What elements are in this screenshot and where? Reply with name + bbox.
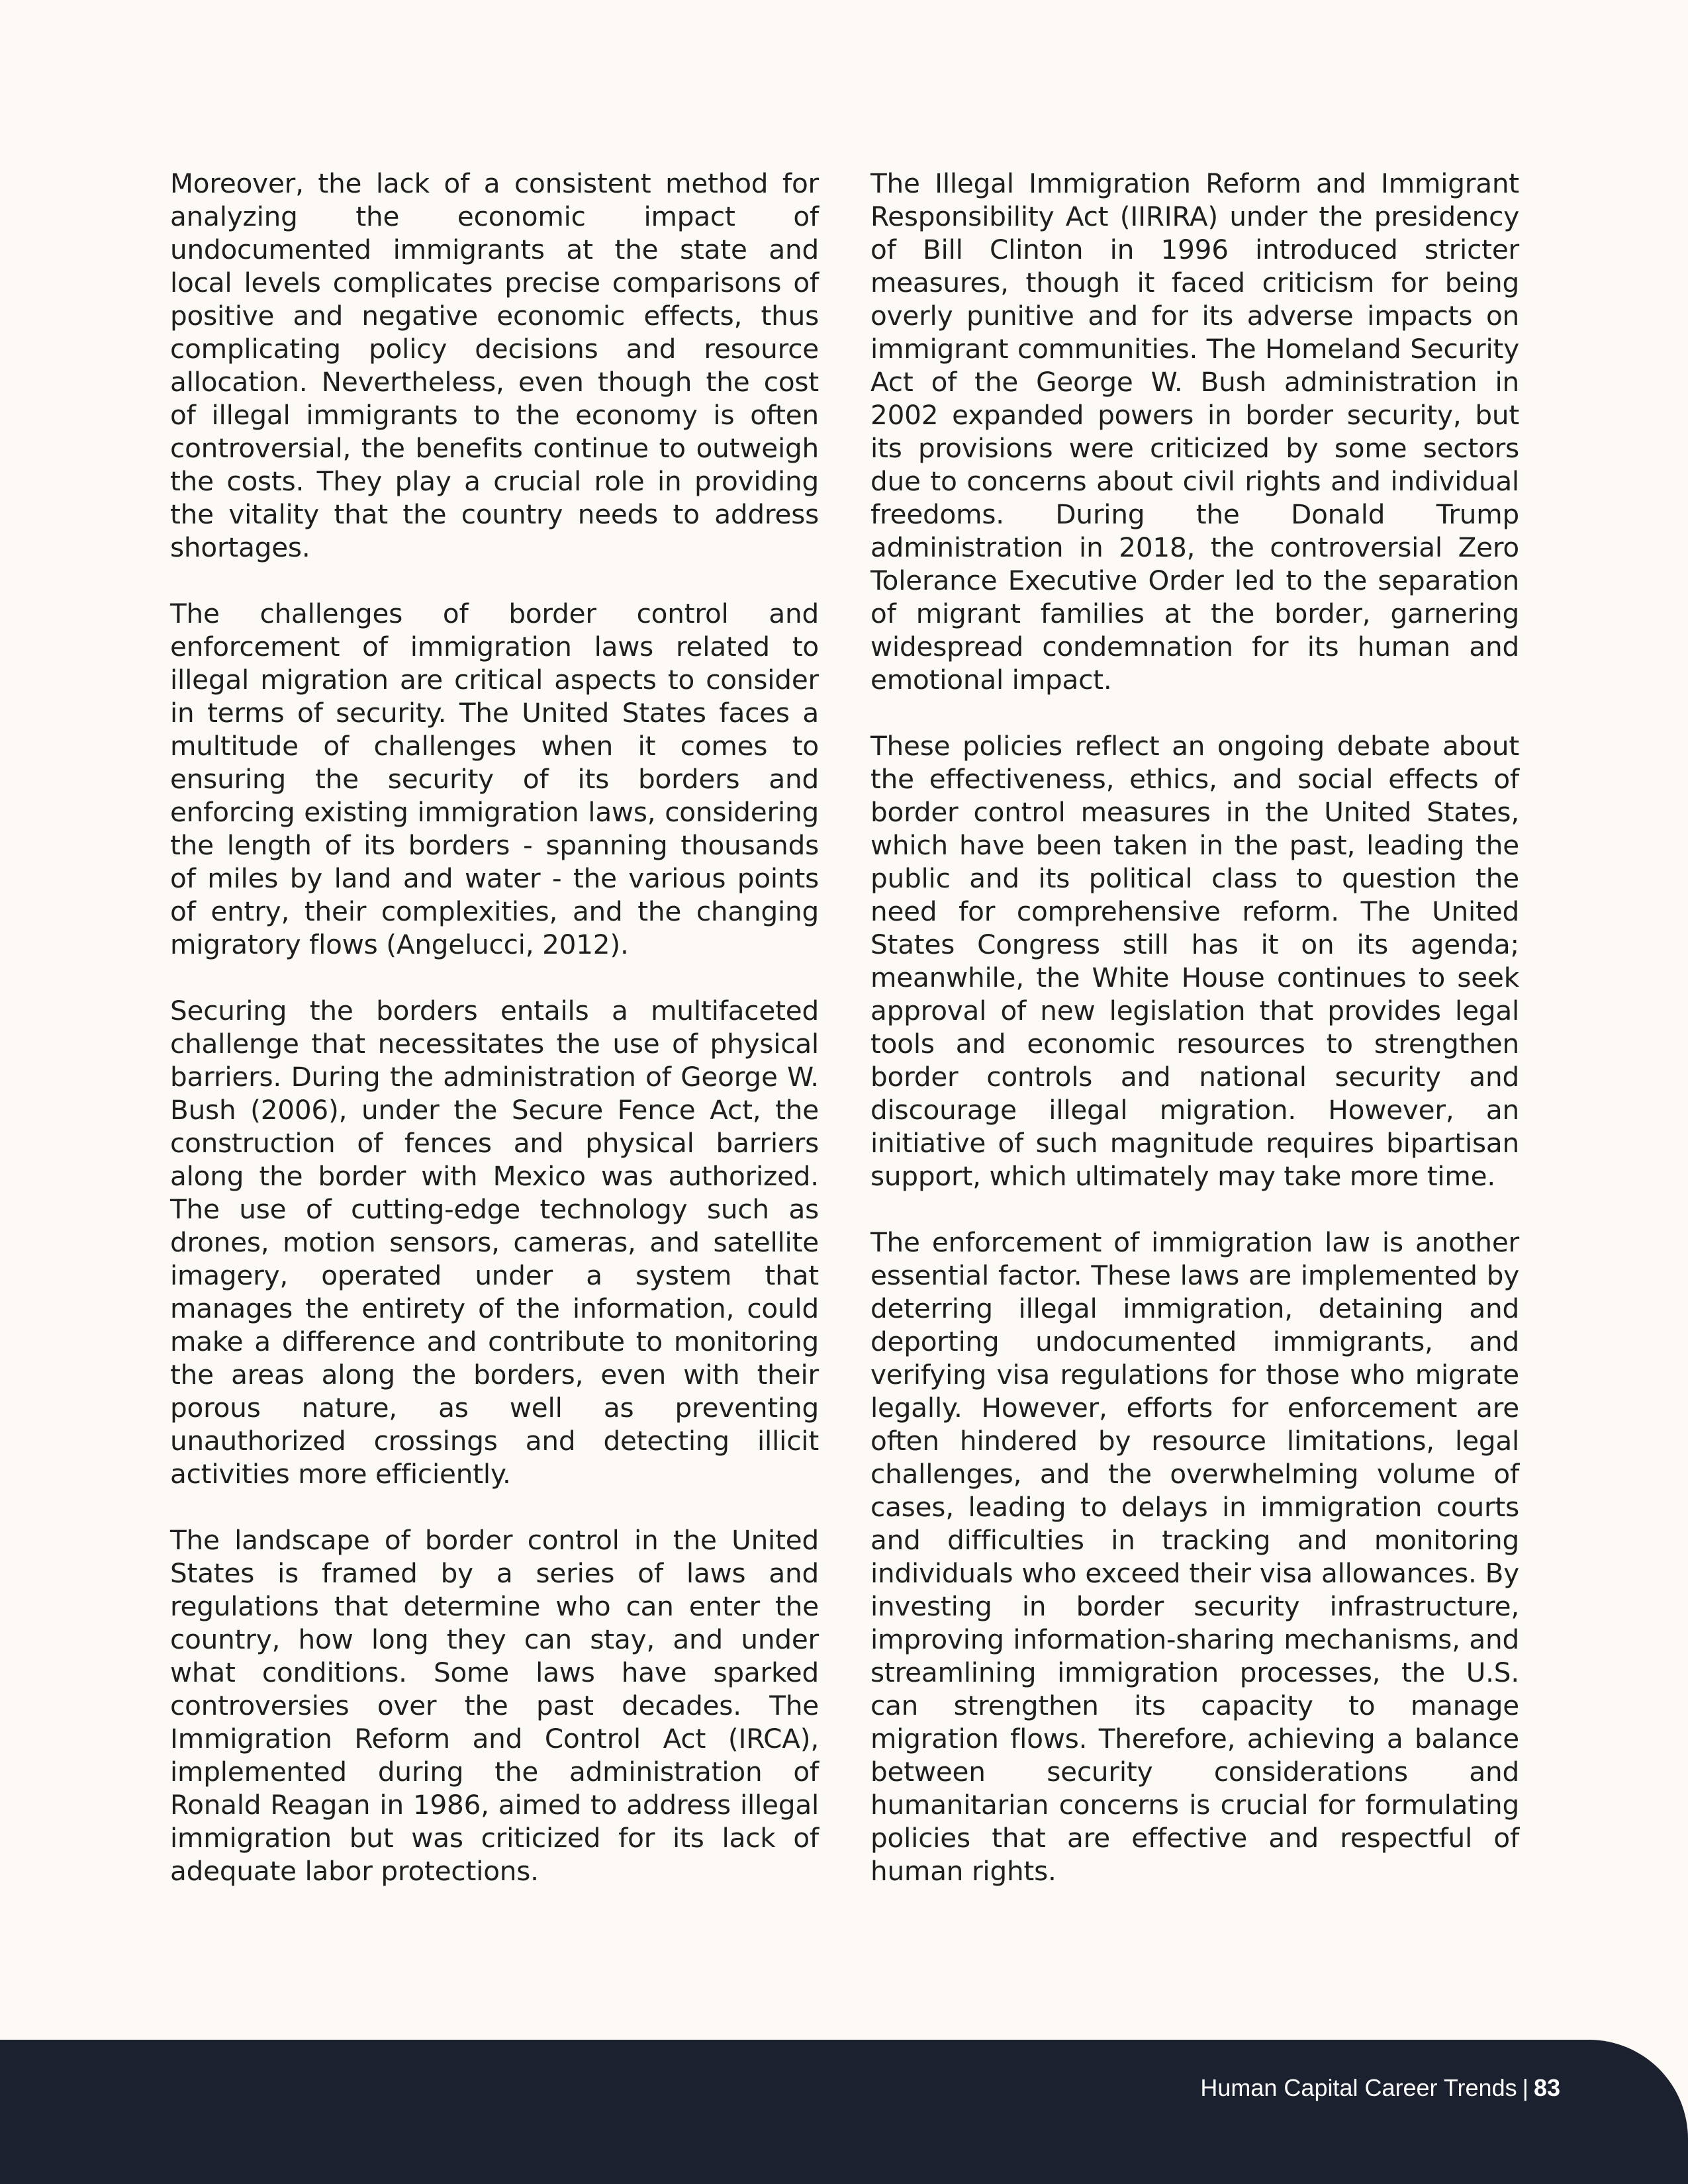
paragraph-securing-borders: Securing the borders entails a multifaceted challenge that necessitates the use of physical barriers. During the administration of George W. Bush (2006), under the Secure Fence Act, the construction of fences and physical barriers along the border with Mexico was authorized. The use of cutting-edge technology such as drones, motion sensors, cameras, and satellite imagery, operated under a system that manages the entirety of the information, could make a difference and contribute to monitoring the areas along the borders, even with their porous nature, as well as preventing unauthorized crossings and detecting illicit activities more efficiently. (170, 995, 819, 1490)
paragraph-border-challenges: The challenges of border control and enforcement of immigration laws related to illegal migration are critical aspects to consider in terms of security. The United States faces a multitude of challenges when it comes to ensuring the security of its borders and enforcing existing immigration laws, considering the length of its borders - spanning thousands of miles by land and water - the various points of entry, their complexities, and the changing migratory flows (Angelucci, 2012). (170, 598, 819, 960)
footer-separator: | (1522, 2074, 1528, 2101)
right-column (870, 167, 1519, 1921)
publication-title: Human Capital Career Trends (1200, 2074, 1517, 2101)
paragraph-border-laws: The landscape of border control in the United States is framed by a series of laws and regulations that determine who can enter the country, how long they can stay, and under what conditions. Some laws have sparked controversies over the past decades. The Immigration Reform and Control Act (IRCA), implemented during the administration of Ronald Reagan in 1986, aimed to address illegal immigration but was criticized for its lack of adequate labor protections. (170, 1524, 819, 1887)
footer-caption (1200, 2074, 1560, 2102)
left-column (170, 167, 819, 1921)
page-footer (0, 2040, 1688, 2184)
page-number: 83 (1533, 2074, 1560, 2101)
paragraph-enforcement: The enforcement of immigration law is another essential factor. These laws are implemented by deterring illegal immigration, detaining and deporting undocumented immigrants, and verifying visa regulations for those who migrate legally. However, efforts for enforcement are often hindered by resource limitations, legal challenges, and the overwhelming volume of cases, leading to delays in immigration courts and difficulties in tracking and monitoring individuals who exceed their visa allowances. By investing in border security infrastructure, improving information-sharing mechanisms, and streamlining immigration processes, the U.S. can strengthen its capacity to manage migration flows. Therefore, achieving a balance between security considerations and humanitarian concerns is crucial for formulating policies that are effective and respectful of human rights. (870, 1226, 1519, 1887)
paragraph-economic-impact: Moreover, the lack of a consistent method for analyzing the economic impact of undocumented immigrants at the state and local levels complicates precise comparisons of positive and negative economic effects, thus complicating policy decisions and resource allocation. Nevertheless, even though the cost of illegal immigrants to the economy is often controversial, the benefits continue to outweigh the costs. They play a crucial role in providing the vitality that the country needs to address shortages. (170, 167, 819, 563)
paragraph-iirira: The Illegal Immigration Reform and Immigrant Responsibility Act (IIRIRA) under the presidency of Bill Clinton in 1996 introduced stricter measures, though it faced criticism for being overly punitive and for its adverse impacts on immigrant communities. The Homeland Security Act of the George W. Bush administration in 2002 expanded powers in border security, but its provisions were criticized by some sectors due to concerns about civil rights and individual freedoms. During the Donald Trump administration in 2018, the controversial Zero Tolerance Executive Order led to the separation of migrant families at the border, garnering widespread condemnation for its human and emotional impact. (870, 167, 1519, 696)
paragraph-policy-debate: These policies reflect an ongoing debate about the effectiveness, ethics, and social effects of border control measures in the United States, which have been taken in the past, leading the public and its political class to question the need for comprehensive reform. The United States Congress still has it on its agenda; meanwhile, the White House continues to seek approval of new legislation that provides legal tools and economic resources to strengthen border controls and national security and discourage illegal migration. However, an initiative of such magnitude requires bipartisan support, which ultimately may take more time. (870, 730, 1519, 1192)
